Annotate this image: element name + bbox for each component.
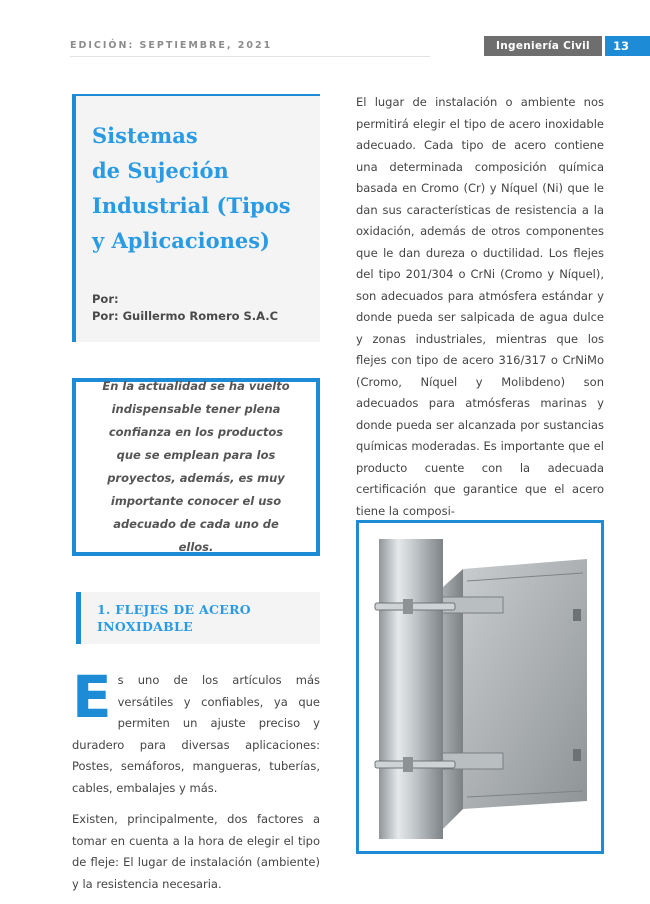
- title-line: de Sujeción: [92, 158, 229, 183]
- paragraph-1: [72, 663, 320, 799]
- title-line: Industrial (Tipos: [92, 193, 291, 218]
- right-column-text: El lugar de instalación o ambiente nos permitirá elegir el tipo de acero inoxidable adecuado. Cada tipo de acero contiene una determinada composición química basada en Cromo (Cr) y Níquel (Ni) que le dan sus características de resistencia a la oxidación, además de otros componentes que le dan dureza o ductilidad. Los flejes del tipo 201/304 o CrNi (Cromo y Níquel), son adecuados para atmósfera estándar y donde pueda ser salpicada de agua dulce y zonas industriales, mientras que los flejes con tipo de acero 316/317 o CrNiMo (Cromo, Níquel y Molibdeno) son adecuados para atmósferas marinas y donde pueda ser alcanzada por sustancias químicas moderadas. Es importante que el producto cuente con la adecuada certificación que garantice que el acero tiene la composi-: [356, 95, 604, 518]
- title-box: [72, 94, 320, 342]
- left-column: [72, 663, 320, 895]
- section-heading-line: 1. FLEJES DE ACERO: [97, 602, 251, 617]
- pole-and-box-image: [373, 539, 587, 839]
- product-photo: [356, 520, 604, 854]
- header-rule: [70, 56, 430, 57]
- paragraph-2: Existen, principalmente, dos factores a tomar en cuenta a la hora de elegir el tipo de fleje: El lugar de instalación (ambiente) y la resistencia necesaria.: [72, 812, 320, 891]
- section-tag: Ingeniería Civil: [484, 36, 602, 56]
- title-line: y Aplicaciones): [92, 228, 270, 253]
- author-name: Por: Guillermo Romero S.A.C: [92, 309, 279, 323]
- pull-quote-box: [72, 378, 320, 556]
- pull-quote: En la actualidad se ha vuelto indispensable tener plena confianza en los productos que se emplean para los proyectos, además, es muy importante conocer el uso adecuado de cada uno de ellos.: [102, 379, 290, 554]
- drop-cap: E: [72, 663, 112, 731]
- page-number: 13: [605, 36, 650, 56]
- author-label: Por:: [92, 292, 119, 306]
- article-title: [92, 118, 312, 258]
- section-heading-line: INOXIDABLE: [97, 619, 193, 634]
- edition-label: EDICIÓN: SEPTIEMBRE, 2021: [70, 40, 273, 51]
- paragraph-1-text: s uno de los artículos más versátiles y confiables, ya que permiten un ajuste preciso y duradero para diversas aplicaciones: Postes, semáforos, mangueras, tuberías, cables, embalajes y más.: [72, 673, 320, 795]
- section-heading: [76, 592, 320, 644]
- title-line: Sistemas: [92, 123, 198, 148]
